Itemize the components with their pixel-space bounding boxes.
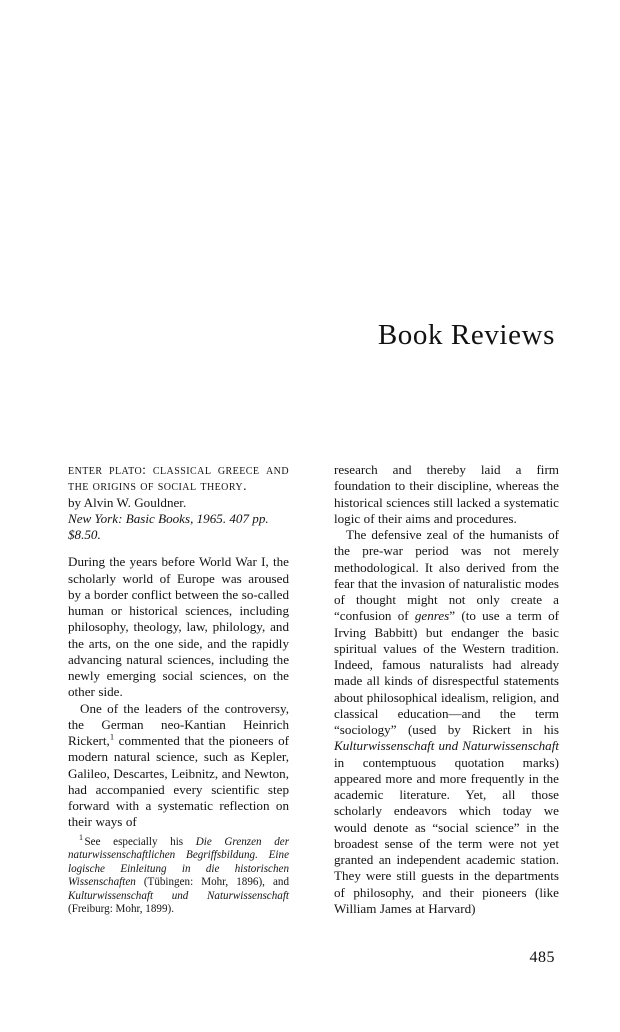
book-citation bbox=[68, 462, 289, 543]
citation-title-line-1: enter plato: classical greece and bbox=[68, 462, 289, 477]
left-paragraph-2-text-b: commented that the pioneers of modern natural science, such as Kepler, Galileo, Descartes, Leibnitz, and Newton, had accompanied every scientific step forward with a systematic reflection on their ways of bbox=[68, 733, 289, 830]
right-paragraph-2-text-b: ” (to use a term of Irving Babbitt) but endanger the basic spiritual values of the Western tradition. Indeed, famous naturalists had already made all kinds of disrespectful statements about philosophical idealism, religion, and classical education—and the term “sociology” (used by Rickert in his bbox=[334, 608, 559, 737]
right-paragraph-2-italic-booktitle: Kulturwissenschaft und Naturwissenschaft bbox=[334, 738, 559, 754]
right-paragraph-2-text-c: in contemptuous quotation marks) appeared more and more frequently in the academic literature. Yet, all those scholarly endeavors which today we would denote as “social science” in the broadest sense of the term were not yet granted an independent academic station. They were still guests in the departments of philosophy, and their pioneers (like William James at Harvard) bbox=[334, 754, 559, 916]
page-title: Book Reviews bbox=[377, 319, 555, 351]
two-column-body bbox=[68, 462, 559, 917]
right-paragraph-2-text-a: The defensive zeal of the humanists of the pre-war period was not merely methodological. It also derived from the fear that the invasion of naturalistic modes of thought might not only create a “confusion of bbox=[334, 527, 559, 624]
footnote-marker: 1 bbox=[79, 833, 83, 843]
right-column bbox=[334, 462, 559, 917]
footnote-text-a: See especially his bbox=[84, 836, 196, 848]
footnote-italic-title-2: Kulturwissenschaft und Naturwissenschaft bbox=[68, 889, 289, 902]
left-column bbox=[68, 462, 290, 916]
citation-imprint: New York: Basic Books, 1965. 407 pp. bbox=[68, 510, 269, 526]
left-paragraph-2 bbox=[68, 701, 289, 831]
footnote-reference[interactable]: 1 bbox=[109, 731, 115, 742]
right-paragraph-2-italic-genres: genres bbox=[414, 608, 450, 624]
footnote-text-c: (Freiburg: Mohr, 1899). bbox=[68, 903, 174, 916]
footnote-text-b: (Tübingen: Mohr, 1896), and bbox=[135, 876, 289, 889]
footnote bbox=[68, 833, 290, 916]
right-paragraph-1: research and thereby laid a firm foundation to their discipline, whereas the historical sciences still lacked a systematic logic of their aims and procedures. bbox=[334, 462, 559, 526]
page-number: 485 bbox=[529, 949, 555, 966]
citation-title-line-2: the origins of social theory. bbox=[68, 478, 247, 494]
footnote-italic-title-1: Die Grenzen der naturwissenschaftlichen Begriffsbildung. Eine logische Einleitung in die historischen Wissenschaften bbox=[68, 836, 290, 889]
left-paragraph-2-text-a: One of the leaders of the controversy, the German neo-Kantian Heinrich Rickert, bbox=[68, 700, 289, 748]
citation-author: by Alvin W. Gouldner. bbox=[68, 494, 187, 510]
left-paragraph-1: During the years before World War I, the scholarly world of Europe was aroused by a border conflict between the so-called human or historical sciences, including philosophy, theology, law, philology, and the arts, on the one side, and the rapidly advancing natural sciences, including the newly emerging social sciences, on the other side. bbox=[68, 554, 289, 700]
right-paragraph-2 bbox=[334, 527, 559, 917]
citation-price: $8.50. bbox=[68, 527, 101, 542]
